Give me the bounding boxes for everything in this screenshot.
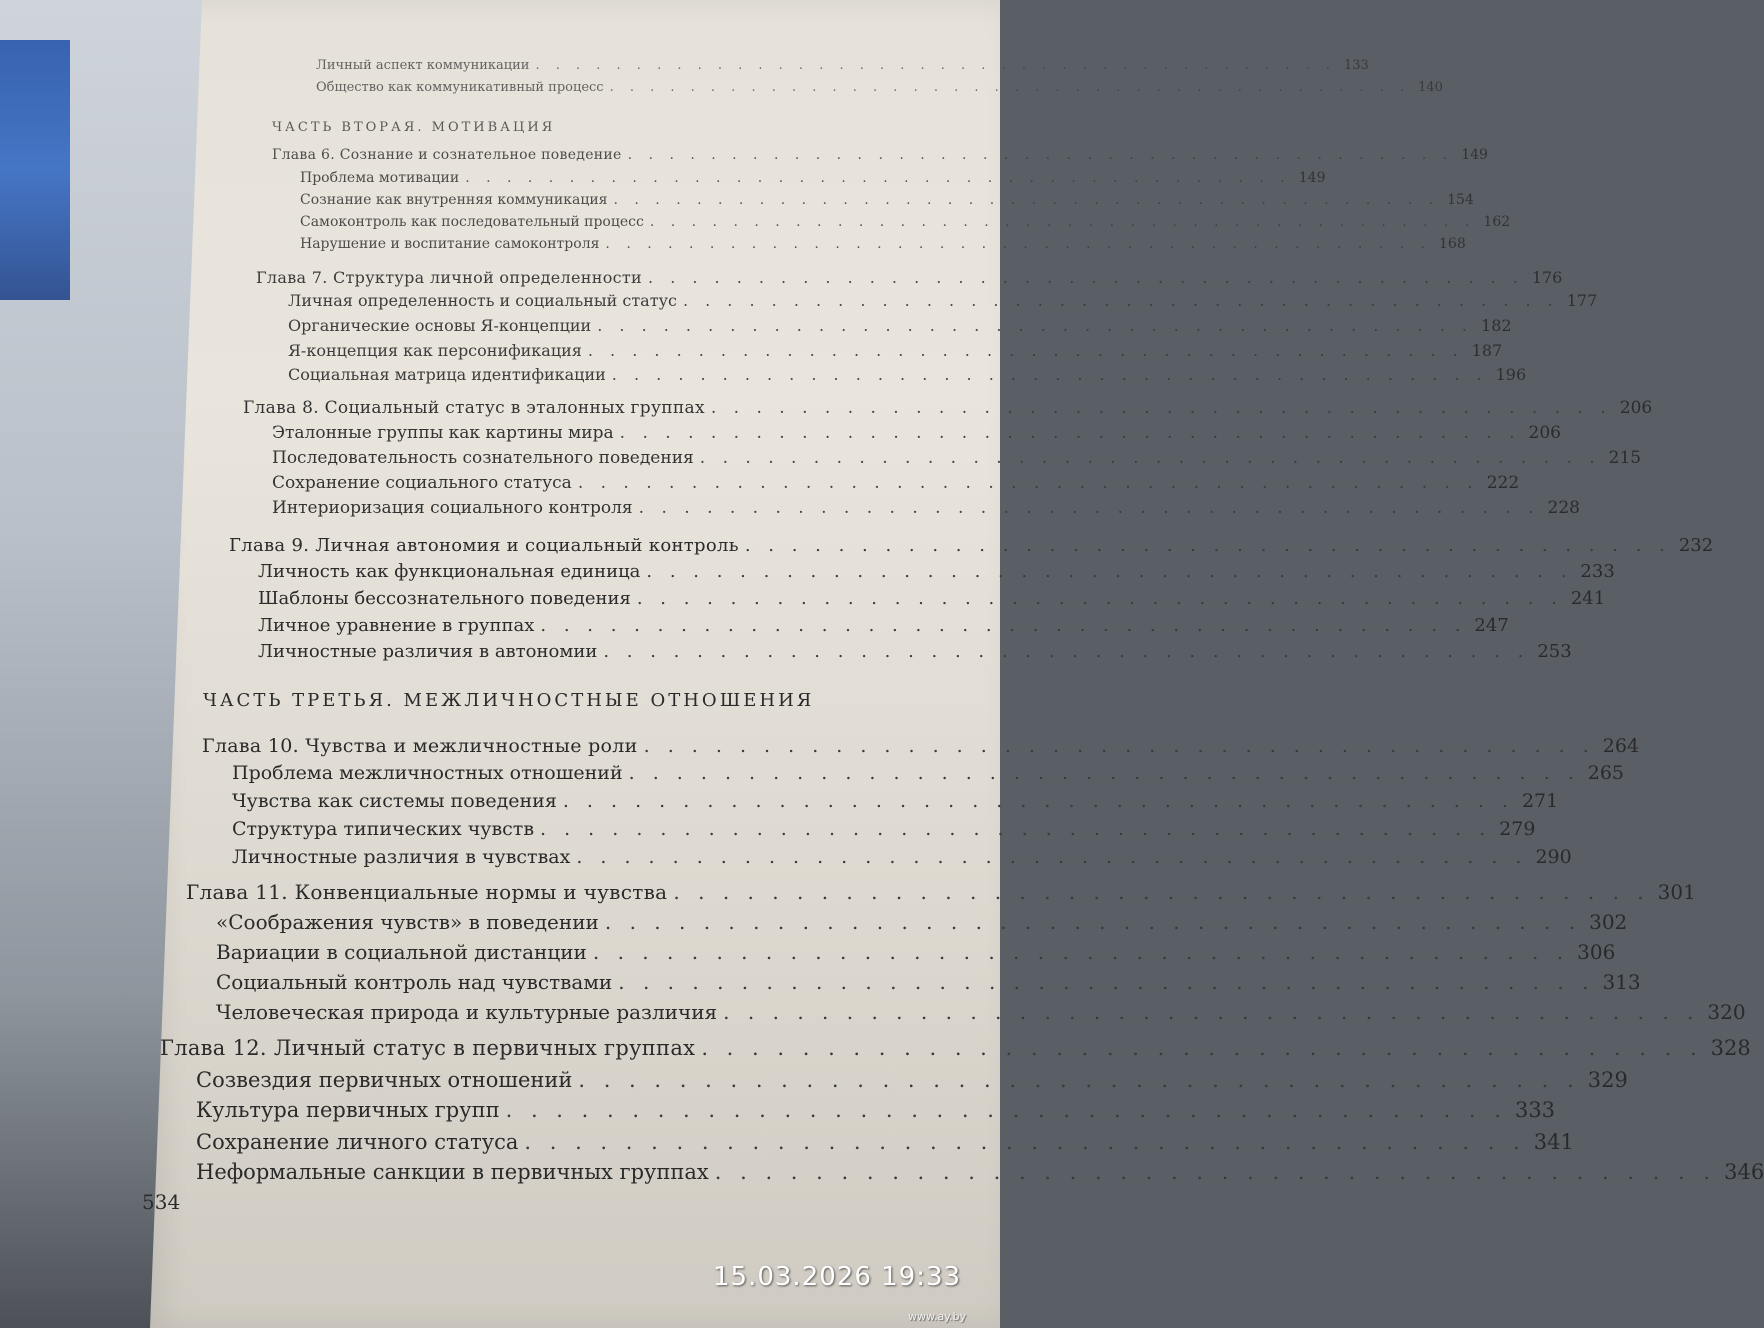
toc-section-entry (232, 790, 1559, 812)
toc-entry-title: Чувства как системы поведения (232, 790, 557, 812)
toc-leader-dots: . . . . . . . . . . . . . . . . . . . . . . . . . . . . . . . . . . . . . . . . (628, 762, 1580, 784)
toc-leader-dots: . . . . . . . . . . . . . . . . . . . . . . . . . . . . . . . . . . . . . . . . (465, 170, 1291, 186)
toc-section-entry (258, 588, 1606, 609)
toc-leader-dots: . . . . . . . . . . . . . . . . . . . . . . . . . . . . . . . . . . . . . . . . (710, 398, 1612, 418)
toc-page-number: 233 (1580, 561, 1615, 582)
toc-page-number: 149 (1461, 147, 1488, 163)
toc-leader-dots: . . . . . . . . . . . . . . . . . . . . . . . . . . . . . . . . . . . . . . . . (627, 147, 1454, 163)
toc-page-number: 265 (1587, 762, 1625, 784)
toc-leader-dots: . . . . . . . . . . . . . . . . . . . . . . . . . . . . . . . . . . . . . . . . (597, 316, 1474, 335)
toc-section-entry (258, 561, 1615, 582)
toc-leader-dots: . . . . . . . . . . . . . . . . . . . . . . . . . . . . . . . . . . . . . . . . (636, 588, 1563, 609)
toc-leader-dots: . . . . . . . . . . . . . . . . . . . . . . . . . . . . . . . . . . . . . . . . (577, 473, 1479, 493)
toc-entry-title: Проблема мотивации (300, 170, 460, 186)
toc-leader-dots: . . . . . . . . . . . . . . . . . . . . . . . . . . . . . . . . . . . . . . . . (618, 970, 1595, 994)
toc-entry-title: Глава 9. Личная автономия и социальный контроль (229, 535, 739, 556)
toc-entry-title: Глава 12. Личный статус в первичных группах (160, 1036, 696, 1060)
toc-entry-title: Проблема межличностных отношений (232, 762, 623, 784)
toc-entry-title: Органические основы Я-концепции (288, 316, 592, 335)
toc-leader-dots: . . . . . . . . . . . . . . . . . . . . . . . . . . . . . . . . . . . . . . . . (562, 790, 1514, 812)
toc-entry-title: Шаблоны бессознательного поведения (258, 588, 631, 609)
toc-section-entry (232, 846, 1572, 868)
toc-page-number: 154 (1447, 192, 1474, 208)
toc-entry-title: Личная определенность и социальный статус (288, 291, 677, 310)
toc-entry-title: Личное уравнение в группах (258, 615, 535, 636)
toc-entry-title: Социальный контроль над чувствами (216, 970, 613, 994)
toc-page-number: 241 (1570, 588, 1606, 609)
toc-entry-title: Глава 6. Сознание и сознательное поведение (272, 147, 622, 163)
toc-section-entry (288, 341, 1503, 360)
toc-leader-dots: . . . . . . . . . . . . . . . . . . . . . . . . . . . . . . . . . . . . . . . . (611, 365, 1488, 384)
toc-leader-dots: . . . . . . . . . . . . . . . . . . . . . . . . . . . . . . . . . . . . . . . . (723, 1000, 1700, 1024)
toc-chapter-entry (256, 268, 1563, 287)
toc-section-entry (300, 170, 1326, 186)
toc-page-number: 306 (1577, 940, 1616, 964)
watermark: www.ay.by (908, 1310, 967, 1323)
toc-page-number: 302 (1589, 910, 1628, 934)
toc-leader-dots: . . . . . . . . . . . . . . . . . . . . . . . . . . . . . . . . . . . . . . . . (649, 214, 1476, 230)
toc-section-entry (258, 615, 1509, 636)
toc-section-entry (300, 214, 1511, 230)
toc-chapter-entry (186, 880, 1696, 904)
toc-leader-dots: . . . . . . . . . . . . . . . . . . . . . . . . . . . . . . . . . . . . . . . . (540, 818, 1492, 840)
toc-entry-title: Глава 10. Чувства и межличностные роли (202, 735, 638, 757)
toc-entry-title: Человеческая природа и культурные различия (216, 1000, 718, 1024)
toc-page-number: 140 (1418, 80, 1443, 95)
toc-section-entry (258, 641, 1572, 662)
toc-leader-dots: . . . . . . . . . . . . . . . . . . . . . . . . . . . . . . . . . . . . . . . . (646, 561, 1573, 582)
toc-leader-dots: . . . . . . . . . . . . . . . . . . . . . . . . . . . . . . . . . . . . . . . . (619, 423, 1521, 443)
toc-entry-title: Последовательность сознательного поведения (272, 448, 694, 468)
toc-chapter-entry (202, 735, 1640, 757)
toc-section-entry (288, 291, 1598, 310)
toc-entry-title: Неформальные санкции в первичных группах (196, 1160, 709, 1184)
toc-page-number: 149 (1298, 170, 1326, 186)
toc-section-entry (316, 58, 1369, 73)
toc-section-entry (288, 365, 1527, 384)
toc-entry-title: Социальная матрица идентификации (288, 365, 606, 384)
toc-entry-title: Культура первичных групп (196, 1098, 500, 1122)
toc-entry-title: Личность как функциональная единица (258, 561, 641, 582)
toc-page-number: 328 (1710, 1036, 1751, 1060)
toc-entry-title: Глава 8. Социальный статус в эталонных группах (243, 398, 705, 418)
toc-page-number: 215 (1608, 448, 1642, 468)
toc-section-entry (300, 192, 1474, 208)
toc-entry-title: Глава 7. Структура личной определенности (256, 268, 643, 287)
toc-leader-dots: . . . . . . . . . . . . . . . . . . . . . . . . . . . . . . . . . . . . . . . . (714, 1160, 1717, 1184)
page-number: 534 (142, 1190, 181, 1214)
toc-leader-dots: . . . . . . . . . . . . . . . . . . . . . . . . . . . . . . . . . . . . . . . . (682, 291, 1559, 310)
toc-leader-dots: . . . . . . . . . . . . . . . . . . . . . . . . . . . . . . . . . . . . . . . . (587, 341, 1464, 360)
toc-page-number: 279 (1499, 818, 1536, 840)
toc-section-entry (196, 1160, 1764, 1184)
toc-entry-title: Личный аспект коммуникации (316, 58, 530, 73)
toc-leader-dots: . . . . . . . . . . . . . . . . . . . . . . . . . . . . . . . . . . . . . . . . (605, 236, 1431, 252)
toc-entry-title: Личностные различия в чувствах (232, 846, 571, 868)
toc-leader-dots: . . . . . . . . . . . . . . . . . . . . . . . . . . . . . . . . . . . . . . . . (699, 448, 1601, 468)
toc-page-number: 264 (1602, 735, 1640, 757)
toc-section-entry (196, 1130, 1574, 1154)
toc-section-entry (300, 236, 1466, 252)
toc-page-number: 313 (1602, 970, 1641, 994)
toc-page-number: 222 (1486, 473, 1520, 493)
toc-chapter-entry (160, 1036, 1751, 1060)
toc-leader-dots: . . . . . . . . . . . . . . . . . . . . . . . . . . . . . . . . . . . . . . . . (609, 80, 1411, 95)
toc-section-entry (272, 473, 1520, 493)
toc-page-number: 247 (1474, 615, 1509, 636)
toc-entry-title: Нарушение и воспитание самоконтроля (300, 236, 600, 252)
toc-page-number: 271 (1521, 790, 1559, 812)
toc-section-entry (196, 1068, 1628, 1092)
toc-page-number: 253 (1537, 641, 1572, 662)
toc-section-entry (196, 1098, 1556, 1122)
toc-page-number: 196 (1495, 365, 1527, 384)
toc-page-number: 133 (1343, 58, 1369, 73)
toc-leader-dots: . . . . . . . . . . . . . . . . . . . . . . . . . . . . . . . . . . . . . . . . (643, 735, 1595, 757)
toc-page-number: 329 (1587, 1068, 1628, 1092)
toc-page-number: 228 (1547, 498, 1580, 518)
toc-entry-title: Я-концепция как персонификация (288, 341, 582, 360)
toc-leader-dots: . . . . . . . . . . . . . . . . . . . . . . . . . . . . . . . . . . . . . . . . (576, 846, 1528, 868)
toc-leader-dots: . . . . . . . . . . . . . . . . . . . . . . . . . . . . . . . . . . . . . . . . (505, 1098, 1507, 1122)
toc-entry-title: Личностные различия в автономии (258, 641, 598, 662)
toc-leader-dots: . . . . . . . . . . . . . . . . . . . . . . . . . . . . . . . . . . . . . . . . (648, 268, 1524, 287)
toc-page-number: 341 (1533, 1130, 1574, 1154)
toc-leader-dots: . . . . . . . . . . . . . . . . . . . . . . . . . . . . . . . . . . . . . . . . (744, 535, 1671, 556)
toc-entry-title: Сознание как внутренняя коммуникация (300, 192, 608, 208)
toc-chapter-entry (229, 535, 1714, 556)
toc-page-number: 182 (1481, 316, 1512, 335)
toc-entry-title: Сохранение личного статуса (196, 1130, 519, 1154)
toc-page-number: 168 (1439, 236, 1466, 252)
toc-leader-dots: . . . . . . . . . . . . . . . . . . . . . . . . . . . . . . . . . . . . . . . . (638, 498, 1540, 518)
toc-entry-title: Сохранение социального статуса (272, 473, 572, 493)
part-heading: ЧАСТЬ ТРЕТЬЯ. МЕЖЛИЧНОСТНЫЕ ОТНОШЕНИЯ (203, 690, 815, 711)
toc-page-number: 206 (1619, 398, 1653, 418)
toc-page-number: 176 (1531, 268, 1563, 287)
toc-section-entry (288, 316, 1512, 335)
toc-leader-dots: . . . . . . . . . . . . . . . . . . . . . . . . . . . . . . . . . . . . . . . . (701, 1036, 1703, 1060)
toc-page-number: 206 (1528, 423, 1561, 443)
toc-leader-dots: . . . . . . . . . . . . . . . . . . . . . . . . . . . . . . . . . . . . . . . . (604, 910, 1582, 934)
toc-entry-title: Вариации в социальной дистанции (216, 940, 587, 964)
toc-entry-title: Общество как коммуникативный процесс (316, 80, 604, 95)
toc-section-entry (216, 940, 1616, 964)
toc-entry-title: Глава 11. Конвенциальные нормы и чувства (186, 880, 668, 904)
toc-leader-dots: . . . . . . . . . . . . . . . . . . . . . . . . . . . . . . . . . . . . . . . . (540, 615, 1467, 636)
toc-page-number: 346 (1724, 1160, 1764, 1184)
toc-entry-title: Созвездия первичных отношений (196, 1068, 573, 1092)
toc-page-number: 290 (1535, 846, 1572, 868)
toc-page-number: 187 (1471, 341, 1503, 360)
toc-leader-dots: . . . . . . . . . . . . . . . . . . . . . . . . . . . . . . . . . . . . . . . . (603, 641, 1530, 662)
toc-section-entry (232, 818, 1536, 840)
toc-page-number: 177 (1566, 291, 1598, 310)
toc-leader-dots: . . . . . . . . . . . . . . . . . . . . . . . . . . . . . . . . . . . . . . . . (613, 192, 1440, 208)
toc-section-entry (216, 1000, 1746, 1024)
toc-entry-title: Структура типических чувств (232, 818, 535, 840)
toc-page-number: 301 (1657, 880, 1696, 904)
toc-page-number: 320 (1707, 1000, 1746, 1024)
toc-leader-dots: . . . . . . . . . . . . . . . . . . . . . . . . . . . . . . . . . . . . . . . . (524, 1130, 1526, 1154)
toc-section-entry (232, 762, 1625, 784)
toc-section-entry (316, 80, 1443, 95)
toc-page-number: 162 (1483, 214, 1511, 230)
toc-entry-title: Интериоризация социального контроля (272, 498, 633, 518)
toc-chapter-entry (272, 147, 1488, 163)
toc-entry-title: Самоконтроль как последовательный процесс (300, 214, 644, 230)
toc-section-entry (272, 423, 1561, 443)
toc-chapter-entry (243, 398, 1653, 418)
toc-entry-title: Эталонные группы как картины мира (272, 423, 614, 443)
background-blue-object (0, 40, 70, 300)
toc-section-entry (216, 910, 1628, 934)
part-heading: ЧАСТЬ ВТОРАЯ. МОТИВАЦИЯ (272, 120, 556, 135)
toc-section-entry (216, 970, 1641, 994)
toc-page-number: 232 (1678, 535, 1714, 556)
toc-leader-dots: . . . . . . . . . . . . . . . . . . . . . . . . . . . . . . . . . . . . . . . . (592, 940, 1570, 964)
toc-leader-dots: . . . . . . . . . . . . . . . . . . . . . . . . . . . . . . . . . . . . . . . . (578, 1068, 1580, 1092)
toc-section-entry (272, 448, 1642, 468)
toc-leader-dots: . . . . . . . . . . . . . . . . . . . . . . . . . . . . . . . . . . . . . . . . (673, 880, 1650, 904)
toc-page-number: 333 (1514, 1098, 1556, 1122)
toc-section-entry (272, 498, 1580, 518)
toc-leader-dots: . . . . . . . . . . . . . . . . . . . . . . . . . . . . . . . . . . . . . . . . (535, 58, 1336, 73)
photo-timestamp: 15.03.2026 19:33 (713, 1262, 962, 1292)
toc-entry-title: «Соображения чувств» в поведении (216, 910, 599, 934)
